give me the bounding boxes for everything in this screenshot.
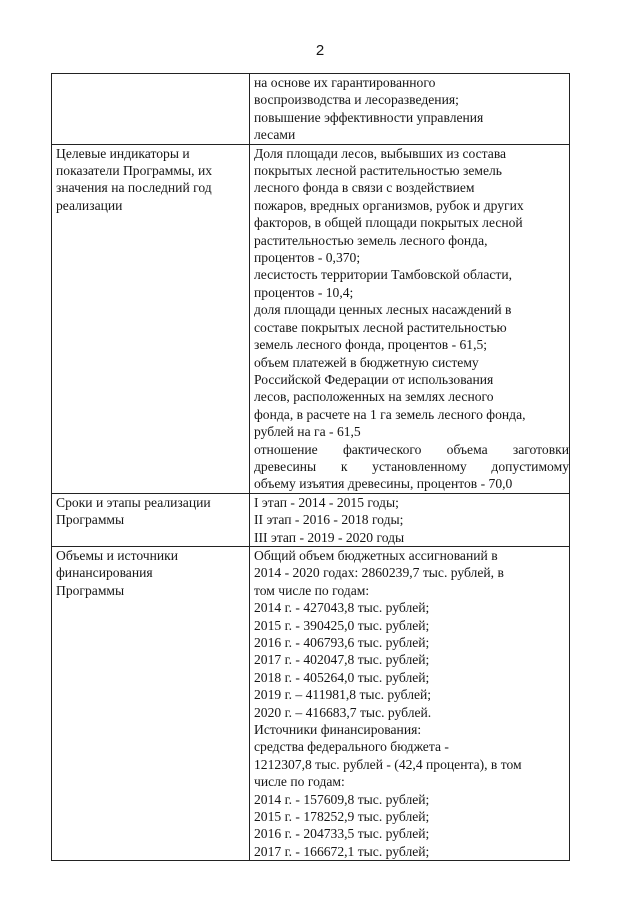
content-line: средства федерального бюджета -	[254, 739, 449, 755]
content-line: воспроизводства и лесоразведения;	[254, 92, 459, 108]
content-line: объем платежей в бюджетную систему	[254, 354, 479, 370]
content-line: Российской Федерации от использования	[254, 371, 494, 387]
content-line: объему изъятия древесины, процентов - 70,0	[254, 476, 513, 492]
content-line: 2017 г. - 166672,1 тыс. рублей;	[254, 843, 430, 859]
content-line: 2018 г. - 405264,0 тыс. рублей;	[254, 669, 430, 685]
row-label-cell	[52, 546, 250, 860]
label-line: показатели Программы, их	[56, 163, 213, 179]
label-line: Объемы и источники	[56, 547, 179, 563]
table-row	[52, 546, 570, 860]
content-line: факторов, в общей площади покрытых лесной	[254, 215, 523, 231]
content-line: покрытых лесной растительностью земель	[254, 163, 503, 179]
content-line: 2014 г. - 157609,8 тыс. рублей;	[254, 791, 430, 807]
content-line: 2020 г. – 416683,7 тыс. рублей.	[254, 704, 432, 720]
content-line: 2016 г. - 204733,5 тыс. рублей;	[254, 826, 430, 842]
table-row	[52, 493, 570, 546]
passport-table	[51, 73, 570, 861]
content-line: лесами	[254, 127, 296, 143]
content-line: Доля площади лесов, выбывших из состава	[254, 145, 507, 161]
page-number: 2	[315, 42, 325, 59]
content-line: 2015 г. - 178252,9 тыс. рублей;	[254, 809, 430, 825]
content-line: земель лесного фонда, процентов - 61,5;	[254, 337, 488, 353]
content-line: Общий объем бюджетных ассигнований в	[254, 547, 498, 563]
content-line: пожаров, вредных организмов, рубок и других	[254, 197, 524, 213]
content-line: том числе по годам:	[254, 582, 370, 598]
content-line: 2017 г. - 402047,8 тыс. рублей;	[254, 652, 430, 668]
content-line: древесины к установленному допустимому	[254, 458, 569, 474]
content-line: Источники финансирования:	[254, 722, 422, 738]
row-content-cell	[250, 493, 570, 546]
table-row	[52, 144, 570, 493]
content-line: лесов, расположенных на землях лесного	[254, 389, 494, 405]
content-line: растительностью земель лесного фонда,	[254, 232, 488, 248]
content-line: лесного фонда в связи с воздействием	[254, 180, 475, 196]
content-line: 2014 - 2020 годах: 2860239,7 тыс. рублей, в	[254, 565, 504, 581]
row-content-cell	[250, 546, 570, 860]
content-line: на основе их гарантированного	[254, 75, 436, 90]
content-line: III этап - 2019 - 2020 годы	[254, 529, 405, 545]
content-line: числе по годам:	[254, 774, 345, 790]
content-line: доля площади ценных лесных насаждений в	[254, 302, 512, 318]
content-line: процентов - 10,4;	[254, 284, 354, 300]
content-line: повышение эффективности управления	[254, 109, 484, 125]
content-line: составе покрытых лесной растительностью	[254, 319, 507, 335]
row-content-cell	[250, 74, 570, 145]
label-line: реализации	[56, 197, 123, 213]
content-line: 2014 г. - 427043,8 тыс. рублей;	[254, 600, 430, 616]
label-line: Программы	[56, 582, 125, 598]
row-label-cell	[52, 74, 250, 145]
label-line: финансирования	[56, 565, 153, 581]
label-line: Программы	[56, 512, 125, 528]
row-label-cell	[52, 144, 250, 493]
content-line: 2016 г. - 406793,6 тыс. рублей;	[254, 635, 430, 650]
label-line: Целевые индикаторы и	[56, 145, 190, 161]
content-line: I этап - 2014 - 2015 годы;	[254, 494, 399, 510]
row-label-cell	[52, 493, 250, 546]
content-line: 2019 г. – 411981,8 тыс. рублей;	[254, 687, 432, 703]
content-line: фонда, в расчете на 1 га земель лесного фонда,	[254, 406, 526, 422]
label-line: значения на последний год	[56, 180, 212, 196]
table-row	[52, 74, 570, 145]
content-line: рублей на га - 61,5	[254, 424, 361, 440]
content-line: отношение фактического объема заготовки	[254, 441, 569, 457]
content-line: II этап - 2016 - 2018 годы;	[254, 512, 404, 528]
content-line: 1212307,8 тыс. рублей - (42,4 процента), в том	[254, 756, 522, 772]
content-line: 2015 г. - 390425,0 тыс. рублей;	[254, 617, 430, 633]
content-line: процентов - 0,370;	[254, 250, 361, 266]
content-line: лесистость территории Тамбовской области,	[254, 267, 513, 283]
row-content-cell	[250, 144, 570, 493]
label-line: Сроки и этапы реализации	[56, 494, 211, 510]
